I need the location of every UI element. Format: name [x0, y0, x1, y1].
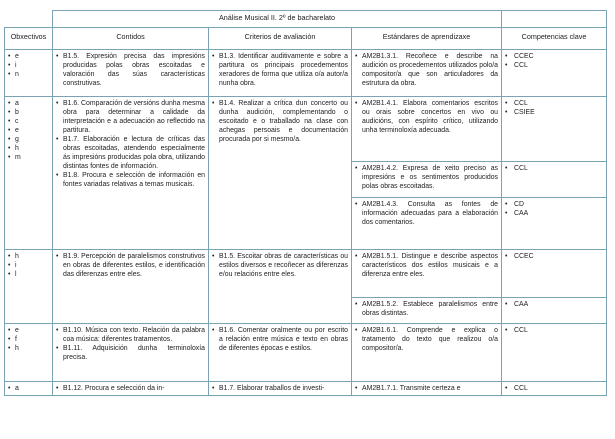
standard-item: • AM2B1.6.1. Comprende e explica o tratamento do texto que realizou o/a compositor/a. — [355, 326, 498, 353]
competences-cell — [502, 198, 607, 250]
competence-item: • CAA — [505, 209, 603, 218]
objectives-cell — [5, 250, 53, 324]
objective-item: • c — [8, 117, 49, 126]
objective-item: • i — [8, 61, 49, 70]
competence-item: • CCEC — [505, 252, 603, 261]
competences-cell — [502, 250, 607, 298]
objective-item: • e — [8, 126, 49, 135]
criterion-item: • B1.3. Identificar auditivamente e sobre a partitura os principais procedementos xeradores de forma que utiliza o/a autor/a nunha obra. — [212, 52, 348, 88]
criteria-cell — [209, 97, 352, 250]
criteria-cell — [209, 50, 352, 97]
header-competences: Competencias clave — [502, 28, 607, 50]
objective-item: • g — [8, 135, 49, 144]
competence-item: • CCL — [505, 164, 603, 173]
table-row — [5, 50, 607, 97]
standards-cell — [352, 324, 502, 382]
contents-cell — [53, 382, 209, 396]
standards-cell — [352, 162, 502, 198]
contents-cell — [53, 97, 209, 250]
criterion-item: • B1.4. Realizar a crítica dun concerto ou dunha audición, complementando o escoitado e o traballado na clase con achegas persoais e documentación procurada por si mesmo/a. — [212, 99, 348, 144]
standard-item: • AM2B1.3.1. Recoñece e describe na audición os procedementos utilizados polo/a compositor/a que son articuladores da estrutura da obra. — [355, 52, 498, 88]
table-row — [5, 324, 607, 382]
criterion-item: • B1.5. Escoitar obras de características ou estilos diversos e recoñecer as diferenzas e/ou relacións entre eles. — [212, 252, 348, 279]
objective-item: • b — [8, 108, 49, 117]
table-row — [5, 250, 607, 298]
objective-item: • h — [8, 144, 49, 153]
objective-item: • h — [8, 252, 49, 261]
objective-item: • l — [8, 270, 49, 279]
header-criteria: Criterios de avaliación — [209, 28, 352, 50]
objectives-cell — [5, 97, 53, 250]
title-empty-cell — [5, 11, 53, 28]
objective-item: • e — [8, 326, 49, 335]
criterion-item: • B1.6. Comentar oralmente ou por escrito a relación entre música e texto en obras de diferentes épocas e estilos. — [212, 326, 348, 353]
header-standards: Estándares de aprendizaxe — [352, 28, 502, 50]
competence-item: • CCL — [505, 99, 603, 108]
competence-item: • CAA — [505, 300, 603, 309]
objective-item: • f — [8, 335, 49, 344]
competences-cell — [502, 298, 607, 324]
standards-cell — [352, 97, 502, 162]
competences-cell — [502, 324, 607, 382]
competence-item: • CCL — [505, 384, 603, 393]
objective-item: • n — [8, 70, 49, 79]
objective-item: • e — [8, 52, 49, 61]
contents-cell — [53, 324, 209, 382]
content-item: • B1.9. Percepción de paralelismos construtivos en obras de diferentes estilos, e identificación das diferenzas entre eles. — [56, 252, 205, 279]
competence-item: • CCL — [505, 326, 603, 335]
contents-cell — [53, 250, 209, 324]
criteria-cell — [209, 324, 352, 382]
content-item: • B1.10. Música con texto. Relación da palabra coa música: diferentes tratamentos. — [56, 326, 205, 344]
competences-cell — [502, 162, 607, 198]
competence-item: • CSIEE — [505, 108, 603, 117]
standard-item: • AM2B1.7.1. Transmite certeza e — [355, 384, 498, 393]
content-item: • B1.11. Adquisición dunha terminoloxía precisa. — [56, 344, 205, 362]
objective-item: • i — [8, 261, 49, 270]
standard-item: • AM2B1.5.2. Establece paralelismos entre obras distintas. — [355, 300, 498, 318]
objectives-cell — [5, 324, 53, 382]
objectives-cell — [5, 382, 53, 396]
content-item: • B1.12. Procura e selección da in- — [56, 384, 205, 393]
content-item: • B1.7. Elaboración e lectura de críticas das obras escoitadas, atendendo especialmente ás impresións producidas pola obra, utilizando distintas fontes de información. — [56, 135, 205, 171]
criterion-item: • B1.7. Elaborar traballos de investi- — [212, 384, 348, 393]
content-item: • B1.8. Procura e selección de información en fontes variadas relativas a temas musicais. — [56, 171, 205, 189]
table-row — [5, 97, 607, 162]
header-row — [5, 28, 607, 50]
criteria-cell — [209, 250, 352, 324]
standards-cell — [352, 298, 502, 324]
competence-item: • CCL — [505, 61, 603, 70]
curriculum-table — [4, 10, 607, 396]
table-title: Análise Musical II. 2º de bacharelato — [53, 11, 502, 28]
header-objectives: Obxectivos — [5, 28, 53, 50]
standards-cell — [352, 198, 502, 250]
competences-cell — [502, 50, 607, 97]
header-contents: Contidos — [53, 28, 209, 50]
objectives-cell — [5, 50, 53, 97]
standards-cell — [352, 382, 502, 396]
table-row — [5, 382, 607, 396]
objective-item: • a — [8, 99, 49, 108]
standard-item: • AM2B1.4.2. Expresa de xeito preciso as impresións e os sentimentos producidos polas obras escoitadas. — [355, 164, 498, 191]
title-row — [5, 11, 607, 28]
standard-item: • AM2B1.5.1. Distingue e describe aspectos característicos dos estilos musicais e a diferenza entre eles. — [355, 252, 498, 279]
content-item: • B1.6. Comparación de versións dunha mesma obra para determinar a calidade da interpretación e a adecuación ao reflectido na partitura. — [56, 99, 205, 135]
objective-item: • h — [8, 344, 49, 353]
standard-item: • AM2B1.4.1. Elabora comentarios escritos ou orais sobre concertos en vivo ou audicións, con espírito crítico, utilizando unha terminoloxía adecuada. — [355, 99, 498, 135]
objective-item: • m — [8, 153, 49, 162]
standards-cell — [352, 250, 502, 298]
competences-cell — [502, 382, 607, 396]
competence-item: • CCEC — [505, 52, 603, 61]
contents-cell — [53, 50, 209, 97]
objective-item: • a — [8, 384, 49, 393]
competences-cell — [502, 97, 607, 162]
criteria-cell — [209, 382, 352, 396]
competence-item: • CD — [505, 200, 603, 209]
standards-cell — [352, 50, 502, 97]
content-item: • B1.5. Expresión precisa das impresións producidas polas obras escoitadas e valoración das súas características construtivas. — [56, 52, 205, 88]
title-empty-cell-right — [502, 11, 607, 28]
standard-item: • AM2B1.4.3. Consulta as fontes de información adecuadas para a elaboración dos comentarios. — [355, 200, 498, 227]
